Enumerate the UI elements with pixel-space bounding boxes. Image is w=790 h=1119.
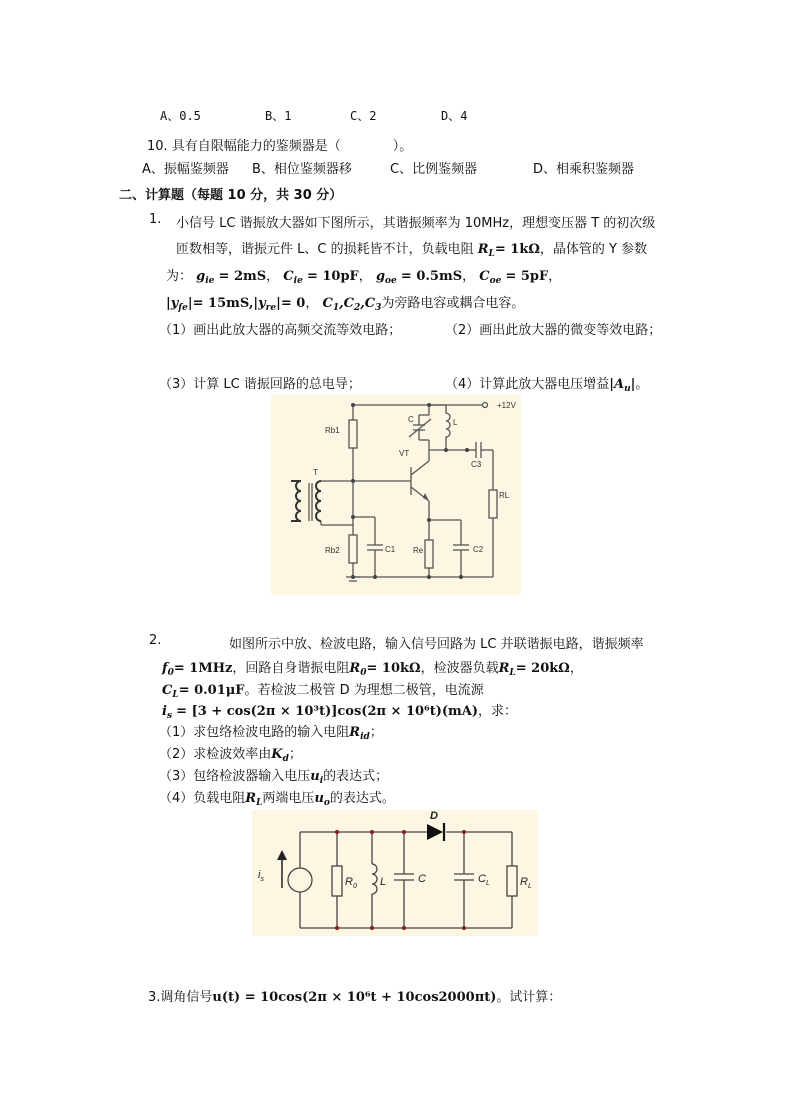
label-c: C [408,415,414,424]
p1-sub1: （1）画出此放大器的高频交流等效电路； [159,323,402,338]
p1-cie: = 10pF [306,269,359,284]
p1-line3: 为： $g_{ie} = 2mS$， $C_{ie} = 10pF$， $g_{oe} = 0.5mS$， $C_{oe} = 5pF$， [166,269,562,286]
p2-sub3: （3）包络检波器输入电压$u_i$的表达式； [159,769,389,786]
p3-number: 3. [148,990,161,1005]
p1-rl-value: = 1kΩ [494,242,540,257]
p2-sub3-text: （3）包络检波器输入电压 [159,769,311,784]
label-l: L [453,418,458,427]
p1-number: 1. [149,212,162,227]
q9-option-b: B、1 [265,109,292,123]
label-rl: $R_L$ [520,876,532,890]
p2-line4b: ，求： [478,704,518,719]
p1-line2a: 匝数相等，谐振元件 L、C 的损耗皆不计，负载电阻 [176,242,474,257]
label-c: C [418,873,426,885]
q10-option-c: C、比例鉴频器 [390,162,478,177]
p1-sub2: （2）画出此放大器的微变等效电路； [445,323,662,338]
q10-option-a: A、振幅鉴频器 [142,162,229,177]
p1-line3a: 为： [166,269,193,284]
label-rl: RL [499,491,510,500]
p1-line4b: 为旁路电容或耦合电容。 [381,296,525,311]
label-c2: C2 [473,545,484,554]
label-cl: $C_L$ [478,873,490,887]
p1-goe: = 0.5mS [400,269,463,284]
q10-option-b: B、相位鉴频器移 [252,162,352,177]
label-l: L [380,876,387,888]
p2-line3b: 。若检波二极管 D 为理想二极管，电流源 [244,683,484,698]
p2-line1: 如图所示中放、检波电路，输入信号回路为 LC 并联谐振电路，谐振频率 [229,637,644,652]
p1-coe: = 5pF [505,269,549,284]
label-c1: C1 [385,545,396,554]
p1-sub4-text: （4）计算此放大器电压增益 [445,377,610,392]
p2-line2b: ，回路自身谐振电阻 [232,661,350,676]
p2-rl: = 20kΩ [515,661,570,676]
p1-yfe: = 15mS [192,296,249,311]
p2-line3: $C_L= 0.01\mu F$。若检波二极管 D 为理想二极管，电流源 [162,683,484,700]
p3-line [148,986,561,1005]
p2-sub3b: 的表达式； [323,769,389,784]
p1-line1: 小信号 LC 谐振放大器如下图所示，其谐振频率为 10MHz，理想变压器 T 的初次级 [176,216,656,231]
p1-gie: = 2mS [218,269,267,284]
q10-stem: 10. 具有自限幅能力的鉴频器是（ ）。 [147,139,413,154]
p2-sub1: （1）求包络检波电路的输入电阻$R_{id}$； [159,725,383,742]
p3-expr: u(t) = 10cos(2π × 10⁶t + 10cos2000πt) [212,990,497,1005]
q9-option-d: D、4 [441,109,468,123]
detector-circuit-figure [252,810,538,936]
q9-option-a: A、0.5 [160,109,201,123]
label-c3: C3 [471,460,482,469]
q10-option-d: D、相乘积鉴频器 [533,162,635,177]
p2-sub4: （4）负载电阻$R_L$两端电压$u_o$的表达式。 [159,791,395,808]
p2-sub2-text: （2）求检波效率由 [159,747,272,762]
p1-sub4: （4）计算此放大器电压增益$|A_u|$。 [445,377,649,394]
p2-line4: $i_s = [3 + \cos(2\pi \times 10^3t)]\cos(2\pi \times 10^6t)(mA)$，求： [162,704,518,721]
p1-yre: = 0 [280,296,306,311]
label-re: Re [413,546,424,555]
p2-number: 2. [149,633,162,648]
p2-sub1-text: （1）求包络检波电路的输入电阻 [159,725,350,740]
p2-sub4c: 的表达式。 [329,791,395,806]
label-t: T [313,468,318,477]
p2-sub4-text: （4）负载电阻 [159,791,246,806]
label-is: $i_s$ [258,869,264,883]
label-vcc: +12V [497,401,516,410]
p1-line4: $|y_{fe}|= 15mS,|y_{re}|= 0$， $C_1,C_2,C_3$为旁路电容或耦合电容。 [166,296,525,313]
p3-tail: 。试计算： [496,990,562,1005]
p2-f0: = 1MHz [173,661,233,676]
p1-sub3: （3）计算 LC 谐振回路的总电导； [159,377,361,392]
label-r0: $R_0$ [345,876,357,890]
p2-line2c: ，检波器负载 [420,661,499,676]
p2-cl: = 0.01μF [178,683,245,698]
q9-option-c: C、2 [350,109,377,123]
label-rb1: Rb1 [325,426,340,435]
p2-line2: $f_0= 1MHz$，回路自身谐振电阻$R_0= 10k\Omega$，检波器负载$R_L= 20k\Omega$， [162,661,583,678]
label-d: D [430,810,438,822]
p2-sub2: （2）求检波效率由$K_d$； [159,747,302,764]
p2-r0: = 10kΩ [366,661,421,676]
label-vt: VT [399,449,410,458]
amplifier-circuit-figure [271,395,521,595]
p2-sub4b: 两端电压 [262,791,315,806]
p3-text: 调角信号 [160,990,213,1005]
p2-is-expr: = [3 + cos(2π × 10³t)]cos(2π × 10⁶t)(mA) [176,704,479,719]
section-title: 二、计算题（每题 10 分，共 30 分） [119,188,343,203]
p1-line2: 匝数相等，谐振元件 L、C 的损耗皆不计，负载电阻 $R_L= 1k\Omega$，晶体管的 Y 参数 [176,242,648,259]
p1-line2b: ，晶体管的 Y 参数 [539,242,648,257]
label-rb2: Rb2 [325,546,340,555]
